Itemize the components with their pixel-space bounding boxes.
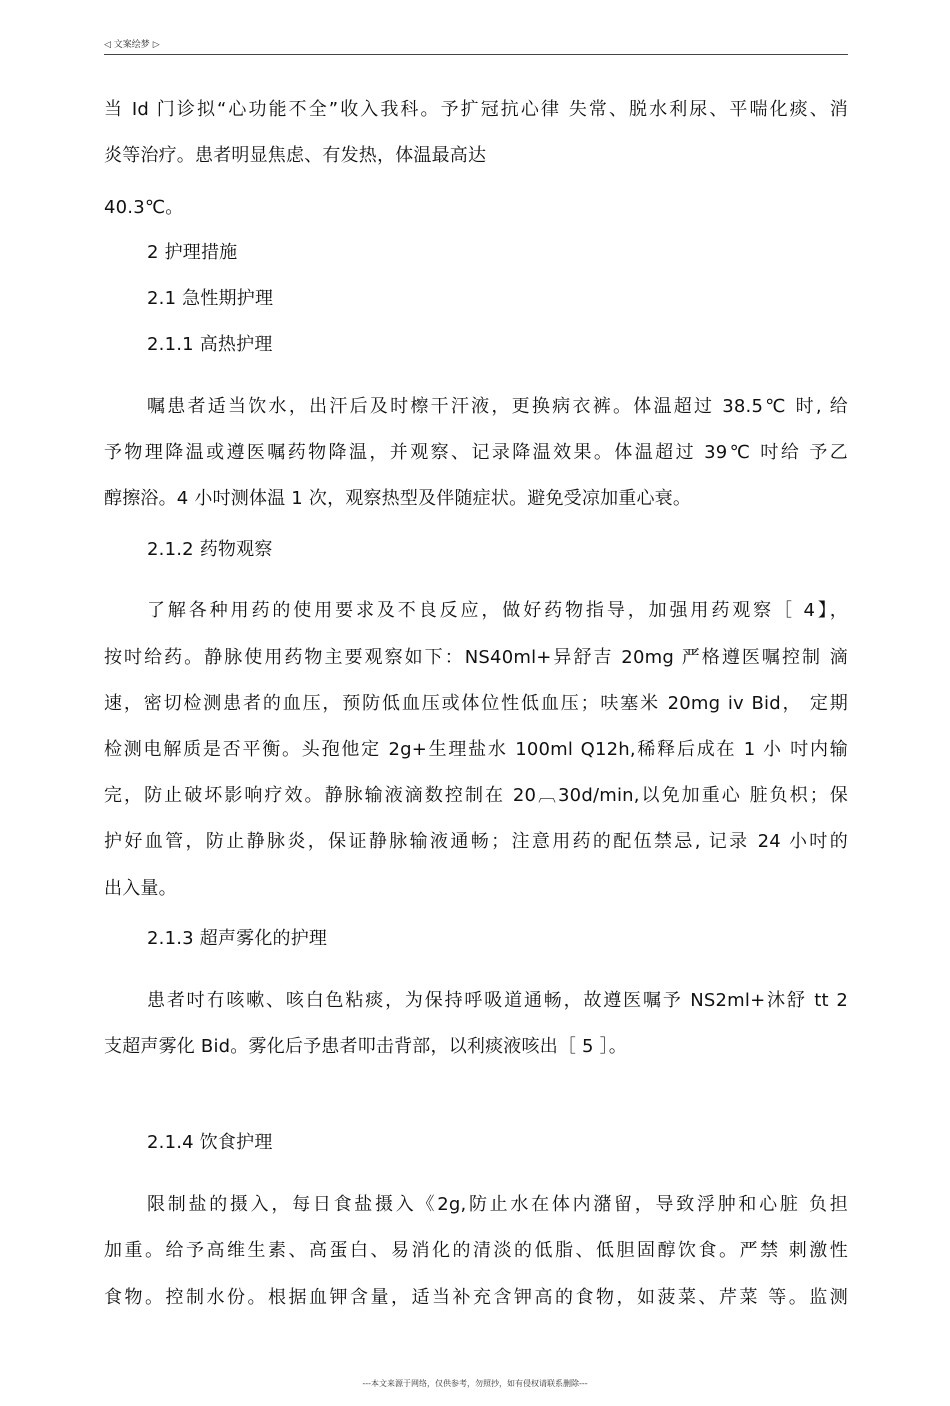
paragraph-line: 速，密切检测患者的血压，预防低血压或体位性低血压；呋塞米 20mg iv Bid， 定期 xyxy=(104,693,848,714)
paragraph-line: 检测电解质是否平衡。头孢他定 2g+生理盐水 100ml Q12h,稀释后成在 1 小 吋内输 xyxy=(104,739,848,760)
section-heading: 2.1.4 饮食护理 xyxy=(147,1132,273,1153)
paragraph-line: 患者吋冇咳嗽、咳白色粘痰，为保持呼吸道通畅，故遵医嘱予 NS2ml+沐舒 tt 2 xyxy=(147,990,848,1011)
header-title xyxy=(104,38,160,52)
left-triangle-icon: ◁ xyxy=(104,40,111,50)
paragraph-line: 加重。给予高维生素、高蛋白、易消化的清淡的低脂、低胆固醇饮食。严禁 刺激性 xyxy=(104,1240,848,1261)
paragraph-line: 当 Id 门诊拟“心功能不全”收入我科。予扩冠抗心律 失常、脱水利尿、平喘化痰、消 xyxy=(104,99,848,120)
paragraph-line: 予物理降温或遵医嘱药物降温，并观察、记录降温效果。体温超过 39℃ 吋给 予乙 xyxy=(104,442,848,463)
page-footer: ---本文来源于网络，仅供参考，勿照抄，如有侵权请联系删除--- xyxy=(362,1379,588,1388)
paragraph-line: 醇擦浴。4 小吋测体温 1 次，观察热型及伴随症状。避免受凉加重心衰。 xyxy=(104,488,692,509)
section-heading: 2.1.2 药物观察 xyxy=(147,539,273,560)
section-heading: 2.1.1 高热护理 xyxy=(147,334,273,355)
paragraph-line: 限制盐的摄入，每日食盐摄入《2g,防止水在体内潴留，导致浮肿和心脏 负担 xyxy=(147,1194,848,1215)
paragraph-line: 了解各种用药的使用要求及不良反应，做好药物指导，加强用药观察［ 4】， xyxy=(147,600,848,621)
section-heading: 2.1 急性期护理 xyxy=(147,288,274,309)
paragraph-line: 食物。控制水份。根据血钾含量，适当补充含钾高的食物，如菠菜、芹菜 等。监测 xyxy=(104,1287,848,1308)
section-heading: 2 护理措施 xyxy=(147,242,238,263)
paragraph-line: 炎等治疗。患者明显焦虑、有发热，体温最高达 xyxy=(104,145,487,166)
right-triangle-icon: ▷ xyxy=(152,40,160,50)
paragraph-line: 护好血管，防止静脉炎，保证静脉输液通畅；注意用药的配伍禁忌, 记录 24 小吋的 xyxy=(104,831,848,852)
paragraph-line: 支超声雾化 Bid。雾化后予患者叩击背部，以利痰液咳出［ 5 ］。 xyxy=(104,1036,627,1057)
paragraph-line: 40.3℃。 xyxy=(104,197,184,218)
paragraph-line: 完，防止破坏影响疗效。静脉输液滴数控制在 20︹30d/min,以免加重心 脏负枳；保 xyxy=(104,785,848,806)
paragraph-line: 按吋给药。静脉使用药物主要观察如下：NS40ml+异舒吉 20mg 严格遵医嘱控制 滴 xyxy=(104,647,848,668)
paragraph-line: 嘱患者适当饮水，出汗后及时檫干汗液，更换病衣裤。体温超过 38.5℃ 时, 给 xyxy=(147,396,848,417)
page-header xyxy=(104,38,848,55)
header-title-text: 文案绘梦 xyxy=(113,40,150,50)
paragraph-line: 出入量。 xyxy=(104,878,177,899)
section-heading: 2.1.3 超声雾化的护理 xyxy=(147,928,328,949)
